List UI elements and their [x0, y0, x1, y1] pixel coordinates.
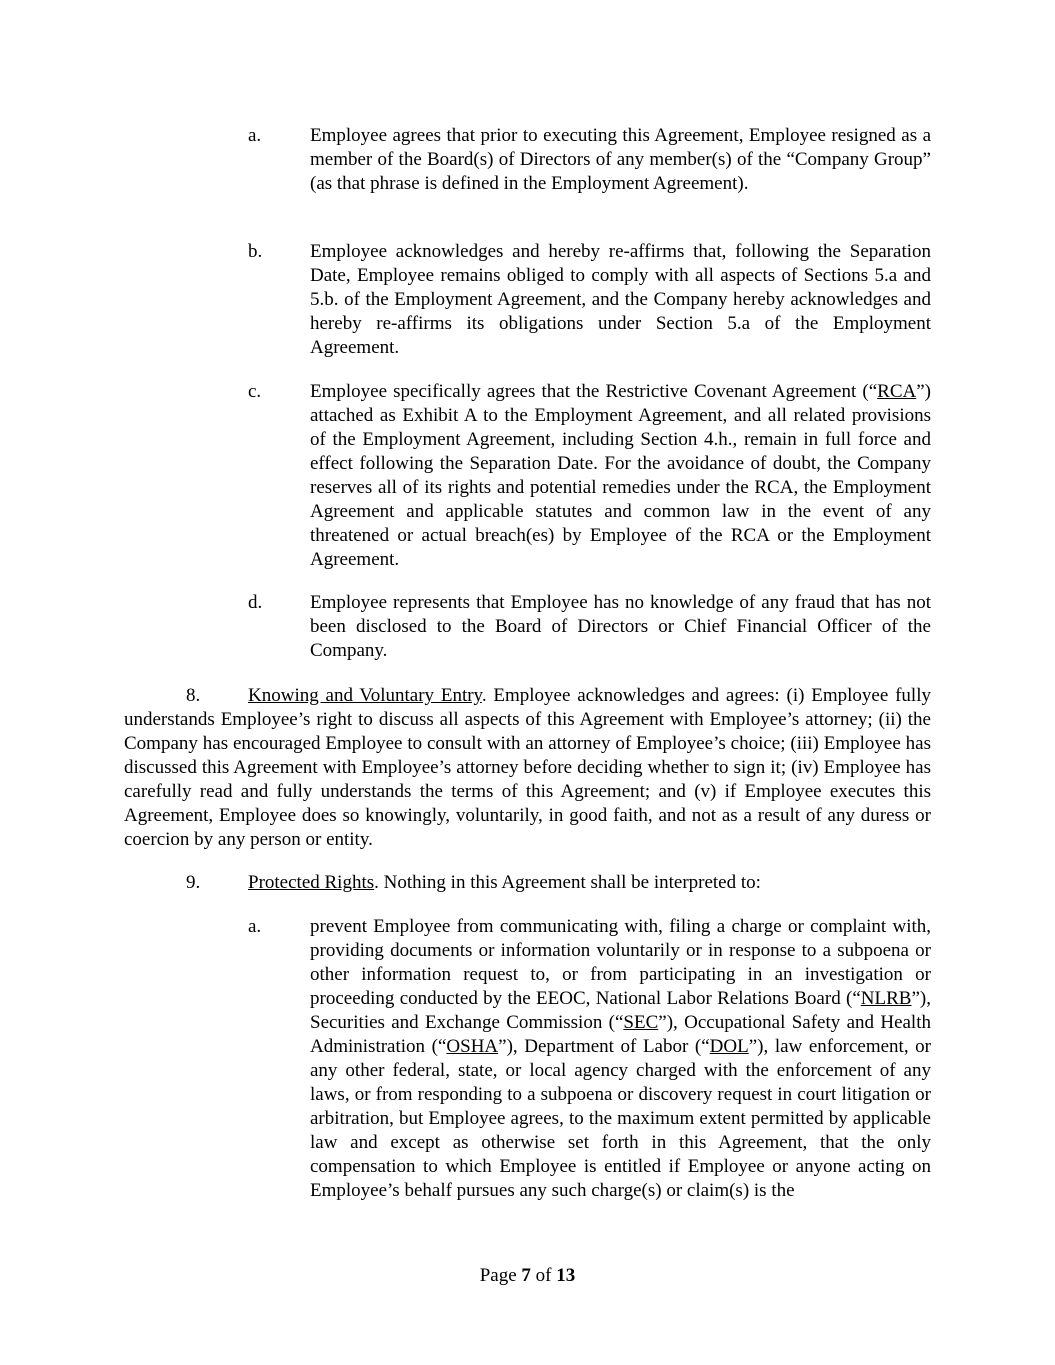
- section-text: . Nothing in this Agreement shall be interpreted to:: [374, 872, 761, 893]
- list-item-7d: [248, 591, 931, 663]
- defined-term-osha: OSHA: [446, 1036, 499, 1057]
- defined-term-rca: RCA: [877, 381, 917, 402]
- item-text: Employee agrees that prior to executing this Agreement, Employee resigned as a member of the Board(s) of Directors of any member(s) of the “Company Group” (as that phrase is defined in the Employment Agreement).: [310, 125, 931, 194]
- defined-term-sec: SEC: [623, 1012, 659, 1033]
- section-heading: Knowing and Voluntary Entry: [248, 685, 482, 706]
- section-9-paragraph: [186, 871, 931, 895]
- defined-term-dol: DOL: [709, 1036, 749, 1057]
- list-item-7b: [248, 240, 931, 360]
- section-number: 8.: [186, 685, 201, 706]
- item-label: a.: [248, 916, 262, 937]
- current-page-number: 7: [521, 1265, 531, 1286]
- item-text: Employee specifically agrees that the Restrictive Covenant Agreement (“RCA”) attached as Exhibit A to the Employment Agreement, and all related provisions of the Employment Agreement, including Section 4.h., remain in full force and effect following the Separation Date. For the avoidance of doubt, the Company reserves all of its rights and potential remedies under the RCA, the Employment Agreement and applicable statutes and common law in the event of any threatened or actual breach(es) by Employee of the RCA or the Employment Agreement.: [310, 381, 931, 570]
- section-number: 9.: [186, 872, 201, 893]
- item-label: a.: [248, 125, 262, 146]
- list-item-9a: [248, 915, 931, 1203]
- total-page-count: 13: [556, 1265, 576, 1286]
- defined-term-nlrb: NLRB: [860, 988, 912, 1009]
- item-text: Employee acknowledges and hereby re-affirms that, following the Separation Date, Employee remains obliged to comply with all aspects of Sections 5.a and 5.b. of the Employment Agreement, and the Company hereby acknowledges and hereby re-affirms its obligations under Section 5.a of the Employment Agreement.: [310, 241, 931, 358]
- list-item-7c: [248, 380, 931, 572]
- section-text: . Employee acknowledges and agrees: (i) Employee fully understands Employee’s right to discuss all aspects of this Agreement with Employee’s attorney; (ii) the Company has encouraged Employee to consult with an attorney of Employee’s choice; (iii) Employee has discussed this Agreement with Employee’s attorney before deciding whether to sign it; (iv) Employee has carefully read and fully understands the terms of this Agreement; and (v) if Employee executes this Agreement, Employee does so knowingly, voluntarily, in good faith, and not as a result of any duress or coercion by any person or entity.: [124, 685, 931, 850]
- item-label: b.: [248, 241, 263, 262]
- list-item-7a: [248, 124, 931, 196]
- section-8-paragraph: [124, 684, 931, 852]
- page-footer: Page 7 of 13: [479, 1265, 576, 1286]
- section-heading: Protected Rights: [248, 872, 375, 893]
- item-text: prevent Employee from communicating with, filing a charge or complaint with, providing documents or information voluntarily or in response to a subpoena or other information request to, or from participating in an investigation or proceeding conducted by the EEOC, National Labor Relations Board (“NLRB”), Securities and Exchange Commission (“SEC”), Occupational Safety and Health Administration (“OSHA”), Department of Labor (“DOL”), law enforcement, or any other federal, state, or local agency charged with the enforcement of any laws, or from responding to a subpoena or discovery request in court litigation or arbitration, but Employee agrees, to the maximum extent permitted by applicable law and except as otherwise set forth in this Agreement, that the only compensation to which Employee is entitled if Employee or anyone acting on Employee’s behalf pursues any such charge(s) or claim(s) is the: [310, 916, 931, 1201]
- item-text: Employee represents that Employee has no knowledge of any fraud that has not been disclosed to the Board of Directors or Chief Financial Officer of the Company.: [310, 592, 931, 661]
- item-label: c.: [248, 381, 262, 402]
- item-label: d.: [248, 592, 263, 613]
